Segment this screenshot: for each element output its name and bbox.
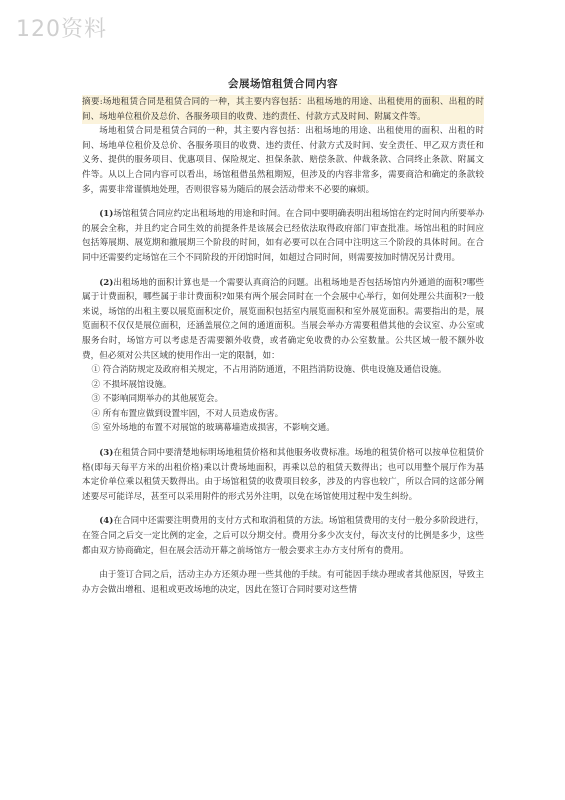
closing-paragraph: 由于签订合同之后，活动主办方还须办理一些其他的手续。有可能因手续办理或者其他原因，导致主办方会做出增租、退租或更改场地的决定，因此在签订合同时要对这些情 — [82, 570, 484, 595]
section-2-paragraph — [82, 276, 484, 364]
page-title: 会展场馆租赁合同内容 — [228, 78, 338, 90]
section-2-number: (2) — [99, 277, 114, 288]
section-3-paragraph — [82, 446, 484, 504]
list-item: ③ 不影响同期举办的其他展览会。 — [91, 394, 224, 405]
section-1-paragraph — [82, 207, 484, 265]
list-item: ① 符合消防规定及政府相关规定，不占用消防通道，不阻挡消防设施、供电设施及通信设施。 — [91, 365, 447, 376]
section-4-paragraph — [82, 514, 484, 558]
section-4-text: 在合同中还需要注明费用的支付方式和取消租赁的方法。场馆租赁费用的支付一般分多阶段进行，在签合同之后交一定比例的定金，之后可以分期交付。费用分多少次支付，每次支付的比例是多少，这些都由双方协商确定，但在展会活动开幕之前场馆方一般会要求主办方支付所有的费用。 — [82, 516, 484, 556]
list-item: ④ 所有布置应做到设置牢固，不对人员造成伤害。 — [91, 408, 284, 419]
document-body — [82, 76, 484, 597]
section-1-number: (1) — [99, 209, 114, 220]
abstract: 摘要:场地租赁合同是租赁合同的一种，其主要内容包括：出租场地的用途、出租使用的面积、出租的时间、场地单位租价及总价、各服务项目的收费、违约责任、付款方式及时间、附属文件等。 — [82, 95, 484, 124]
list-item: ② 不损坏展馆设施。 — [91, 379, 172, 390]
section-2-text: 出租场地的面积计算也是一个需要认真商洽的问题。出租场地是否包括场馆内外通道的面积?哪些属于计费面积，哪些属于非计费面积?如果有两个展会同时在一个会展中心举行，如何处理公共面积?一般来说，场馆的出租主要以展览面积定价，展览面积包括室内展览面积和室外展览面积。需要指出的是，展览面积不仅仅是展位面积，还涵盖展位之间的通道面积。当展会举办方需要租借其他的会议室、办公室或服务台时，场馆方可以考虑是否需要额外收费，或者确定免收费的办公室数量。公共区域一般不额外收费，但必须对公共区域的使用作出一定的限制，如： — [82, 277, 484, 361]
section-4-number: (4) — [99, 516, 114, 527]
section-3-text: 在租赁合同中要清楚地标明场地租赁价格和其他服务收费标准。场地的租赁价格可以按单位租赁价格(即每天每平方米的出租价格)乘以计费场地面积，再乘以总的租赁天数得出；也可以用整个展厅作为基本定价单位乘以租赁天数得出。由于场馆租赁的收费项目较多，涉及的内容也较广，所以合同的这部分阐述要尽可能详尽，甚至可以采用附件的形式另外注明，以免在场馆使用过程中发生纠纷。 — [82, 448, 484, 502]
section-3-number: (3) — [99, 448, 114, 459]
intro-paragraph: 场地租赁合同是租赁合同的一种，其主要内容包括：出租场地的用途、出租使用的面积、出租的时间、场地单位租价及总价、各服务项目的收费、违约责任、付款方式及时间、安全责任、甲乙双方责任和义务、提供的服务项目、优惠项目、保险规定、担保条款、赔偿条款、仲裁条款、合同终止条款、附属文件等。从以上合同内容可以看出，场馆租借虽然租期短，但涉及的内容非常多，需要商洽和确定的条款较多，需要非常谨慎地处理，否则很容易为随后的展会活动带来不必要的麻烦。 — [82, 126, 484, 195]
list-item: ⑤ 室外场地的布置不对展馆的玻璃幕墙造成损害，不影响交通。 — [91, 423, 335, 434]
section-1-text: 场馆租赁合同应约定出租场地的用途和时间。在合同中要明确表明出租场馆在约定时间内所要举办的展会全称，并且约定合同生效的前提条件是该展会已经依法取得政府部门审查批准。场馆出租的时间应包括筹展期、展览期和撤展期三个阶段的时间，如有必要可以在合同中注明这三个阶段的具体时间。在合同中还需要约定场馆在三个不同阶段的开闭馆时间，如超过合同时间，则需要按加时情况另计费用。 — [82, 209, 484, 263]
watermark: 120资料 — [16, 17, 107, 42]
